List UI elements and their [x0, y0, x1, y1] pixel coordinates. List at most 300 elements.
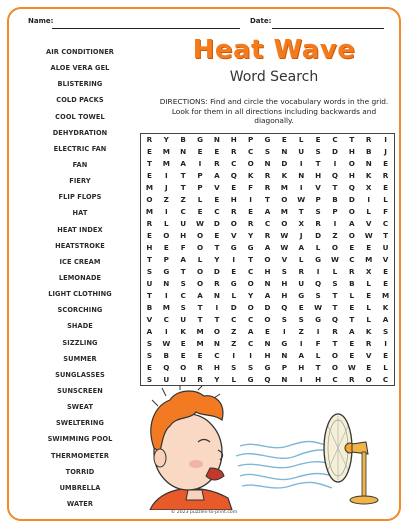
grid-letter[interactable]: C — [247, 266, 254, 276]
grid-letter[interactable]: E — [214, 231, 220, 241]
grid-letter[interactable]: D — [348, 195, 355, 205]
grid-letter[interactable]: L — [383, 195, 388, 205]
grid-letter[interactable]: T — [214, 243, 220, 253]
grid-letter[interactable]: J — [384, 147, 387, 157]
grid-letter[interactable]: L — [366, 302, 371, 312]
grid-letter[interactable]: E — [146, 231, 152, 241]
grid-letter[interactable]: T — [146, 159, 152, 169]
grid-letter[interactable]: R — [214, 159, 220, 169]
grid-letter[interactable]: L — [366, 314, 371, 324]
grid-letter[interactable]: E — [383, 350, 389, 360]
grid-letter[interactable]: O — [348, 231, 355, 241]
grid-letter[interactable]: Q — [264, 374, 271, 384]
grid-letter[interactable]: K — [365, 171, 372, 181]
grid-letter[interactable]: I — [164, 171, 168, 181]
grid-letter[interactable]: I — [232, 350, 236, 360]
grid-letter[interactable]: O — [348, 207, 355, 217]
grid-letter[interactable]: E — [366, 243, 372, 253]
grid-letter[interactable]: T — [315, 362, 321, 372]
grid-letter[interactable]: D — [230, 302, 237, 312]
grid-letter[interactable]: C — [382, 374, 389, 384]
grid-letter[interactable]: N — [365, 159, 372, 169]
grid-letter[interactable]: G — [315, 314, 322, 324]
grid-letter[interactable]: W — [280, 231, 289, 241]
grid-letter[interactable]: O — [247, 278, 254, 288]
grid-letter[interactable]: R — [197, 362, 203, 372]
grid-letter[interactable]: H — [264, 266, 271, 276]
grid-letter[interactable]: O — [348, 159, 355, 169]
grid-letter[interactable]: O — [196, 278, 204, 288]
grid-letter[interactable]: C — [231, 159, 237, 169]
grid-letter[interactable]: E — [383, 266, 389, 276]
grid-letter[interactable]: P — [247, 135, 254, 145]
grid-letter[interactable]: T — [180, 171, 186, 181]
grid-letter[interactable]: Q — [281, 302, 288, 312]
grid-letter[interactable]: T — [332, 183, 338, 193]
grid-letter[interactable]: N — [213, 290, 220, 300]
grid-letter[interactable]: S — [281, 266, 287, 276]
grid-letter[interactable]: M — [196, 338, 204, 348]
grid-letter[interactable]: I — [164, 326, 168, 336]
grid-letter[interactable]: K — [247, 171, 254, 181]
grid-letter[interactable]: H — [180, 231, 187, 241]
grid-letter[interactable]: S — [382, 326, 389, 336]
grid-letter[interactable]: E — [383, 183, 389, 193]
grid-letter[interactable]: N — [213, 338, 220, 348]
grid-letter[interactable]: K — [180, 326, 186, 336]
grid-letter[interactable]: N — [264, 278, 271, 288]
grid-letter[interactable]: N — [264, 338, 271, 348]
grid-letter[interactable]: P — [163, 254, 169, 264]
grid-letter[interactable]: W — [297, 195, 306, 205]
grid-letter[interactable]: Q — [348, 183, 355, 193]
grid-letter[interactable]: Q — [315, 278, 322, 288]
grid-letter[interactable]: I — [333, 159, 337, 169]
grid-letter[interactable]: T — [383, 231, 389, 241]
grid-letter[interactable]: L — [231, 374, 237, 384]
grid-letter[interactable]: T — [349, 314, 355, 324]
grid-letter[interactable]: B — [349, 278, 355, 288]
grid-letter[interactable]: L — [197, 254, 203, 264]
grid-letter[interactable]: S — [146, 338, 153, 348]
grid-letter[interactable]: N — [163, 278, 170, 288]
grid-letter[interactable]: T — [315, 159, 321, 169]
grid-letter[interactable]: O — [247, 159, 254, 169]
grid-letter[interactable]: W — [196, 219, 204, 229]
grid-letter[interactable]: M — [145, 183, 153, 193]
grid-letter[interactable]: E — [231, 266, 237, 276]
grid-letter[interactable]: J — [299, 231, 303, 241]
grid-letter[interactable]: G — [163, 266, 170, 276]
grid-letter[interactable]: W — [330, 254, 339, 264]
grid-letter[interactable]: D — [213, 219, 220, 229]
grid-letter[interactable]: E — [383, 278, 389, 288]
grid-letter[interactable]: H — [281, 278, 288, 288]
grid-letter[interactable]: R — [332, 326, 338, 336]
grid-letter[interactable]: T — [332, 290, 338, 300]
grid-letter[interactable]: O — [365, 374, 372, 384]
grid-letter[interactable]: E — [366, 290, 372, 300]
grid-letter[interactable]: U — [163, 374, 170, 384]
grid-letter[interactable]: B — [163, 350, 170, 360]
grid-letter[interactable]: T — [197, 302, 203, 312]
grid-letter[interactable]: S — [332, 278, 338, 288]
grid-letter[interactable]: P — [197, 183, 203, 193]
grid-letter[interactable]: N — [180, 147, 187, 157]
grid-letter[interactable]: S — [146, 350, 153, 360]
grid-letter[interactable]: V — [382, 254, 389, 264]
grid-letter[interactable]: W — [364, 231, 373, 241]
grid-letter[interactable]: H — [348, 171, 355, 181]
grid-letter[interactable]: A — [264, 207, 271, 217]
grid-letter[interactable]: V — [146, 314, 153, 324]
grid-letter[interactable]: E — [146, 171, 152, 181]
grid-letter[interactable]: N — [281, 147, 288, 157]
grid-letter[interactable]: D — [264, 302, 271, 312]
grid-letter[interactable]: E — [214, 147, 220, 157]
grid-letter[interactable]: C — [163, 314, 169, 324]
grid-letter[interactable]: W — [347, 362, 356, 372]
name-field-line[interactable] — [52, 28, 240, 29]
grid-letter[interactable]: K — [365, 326, 372, 336]
grid-letter[interactable]: E — [146, 362, 152, 372]
grid-letter[interactable]: P — [315, 195, 321, 205]
grid-letter[interactable]: O — [146, 195, 153, 205]
grid-letter[interactable]: O — [281, 195, 288, 205]
grid-letter[interactable]: H — [281, 290, 288, 300]
grid-letter[interactable]: A — [349, 326, 355, 336]
grid-letter[interactable]: O — [247, 302, 254, 312]
grid-letter[interactable]: R — [298, 266, 304, 276]
grid-letter[interactable]: F — [383, 207, 389, 217]
grid-letter[interactable]: Q — [331, 171, 339, 181]
grid-letter[interactable]: E — [231, 183, 237, 193]
grid-letter[interactable]: Z — [231, 326, 237, 336]
grid-letter[interactable]: U — [146, 278, 153, 288]
grid-letter[interactable]: I — [232, 254, 236, 264]
grid-letter[interactable]: R — [214, 278, 220, 288]
grid-letter[interactable]: C — [332, 135, 338, 145]
grid-letter[interactable]: O — [331, 362, 339, 372]
grid-letter[interactable]: E — [383, 159, 389, 169]
grid-letter[interactable]: A — [197, 290, 203, 300]
grid-letter[interactable]: R — [315, 219, 321, 229]
grid-letter[interactable]: M — [280, 183, 288, 193]
grid-letter[interactable]: N — [213, 135, 220, 145]
grid-letter[interactable]: I — [299, 183, 303, 193]
grid-letter[interactable]: H — [315, 374, 322, 384]
grid-letter[interactable]: I — [367, 195, 371, 205]
grid-letter[interactable]: O — [264, 254, 271, 264]
grid-letter[interactable]: S — [315, 147, 321, 157]
grid-letter[interactable]: R — [365, 338, 372, 348]
grid-letter[interactable]: A — [214, 171, 220, 181]
grid-letter[interactable]: F — [248, 183, 254, 193]
grid-letter[interactable]: J — [164, 183, 168, 193]
grid-letter[interactable]: O — [180, 362, 187, 372]
grid-letter[interactable]: I — [164, 290, 168, 300]
grid-letter[interactable]: I — [249, 195, 252, 205]
grid-letter[interactable]: E — [197, 350, 203, 360]
grid-letter[interactable]: R — [197, 374, 203, 384]
grid-letter[interactable]: E — [180, 350, 186, 360]
grid-letter[interactable]: G — [197, 135, 203, 145]
grid-letter[interactable]: C — [247, 147, 254, 157]
grid-letter[interactable]: M — [162, 302, 170, 312]
grid-letter[interactable]: T — [349, 135, 355, 145]
grid-letter[interactable]: I — [316, 326, 320, 336]
grid-letter[interactable]: R — [264, 231, 271, 241]
grid-letter[interactable]: C — [349, 254, 355, 264]
grid-letter[interactable]: M — [162, 147, 170, 157]
grid-letter[interactable]: H — [230, 135, 237, 145]
grid-letter[interactable]: Q — [163, 362, 170, 372]
grid-letter[interactable]: L — [383, 362, 388, 372]
grid-letter[interactable]: Y — [214, 374, 220, 384]
grid-letter[interactable]: W — [162, 338, 171, 348]
grid-letter[interactable]: A — [264, 243, 271, 253]
grid-letter[interactable]: I — [384, 338, 387, 348]
grid-letter[interactable]: E — [197, 207, 203, 217]
grid-letter[interactable]: H — [298, 362, 305, 372]
grid-letter[interactable]: D — [331, 147, 338, 157]
grid-letter[interactable]: H — [230, 195, 237, 205]
grid-letter[interactable]: O — [331, 243, 339, 253]
grid-letter[interactable]: Y — [248, 290, 254, 300]
grid-letter[interactable]: G — [298, 290, 305, 300]
grid-letter[interactable]: S — [146, 374, 153, 384]
grid-letter[interactable]: T — [180, 183, 186, 193]
grid-letter[interactable]: E — [349, 243, 355, 253]
grid-letter[interactable]: R — [230, 207, 237, 217]
grid-letter[interactable]: V — [230, 231, 237, 241]
grid-letter[interactable]: G — [264, 362, 271, 372]
grid-letter[interactable]: O — [213, 326, 220, 336]
grid-letter[interactable]: C — [332, 374, 338, 384]
grid-letter[interactable]: S — [281, 314, 287, 324]
grid-letter[interactable]: I — [283, 326, 286, 336]
grid-letter[interactable]: E — [298, 302, 304, 312]
grid-letter[interactable]: D — [213, 266, 220, 276]
grid-letter[interactable]: H — [315, 171, 322, 181]
grid-letter[interactable]: O — [196, 266, 204, 276]
grid-letter[interactable]: L — [315, 243, 321, 253]
grid-letter[interactable]: R — [382, 171, 389, 181]
grid-letter[interactable]: Y — [248, 231, 254, 241]
grid-letter[interactable]: Z — [231, 338, 237, 348]
grid-letter[interactable]: V — [365, 350, 372, 360]
grid-letter[interactable]: I — [384, 135, 387, 145]
grid-letter[interactable]: F — [315, 338, 321, 348]
grid-letter[interactable]: G — [315, 254, 322, 264]
grid-letter[interactable]: I — [299, 159, 303, 169]
grid-letter[interactable]: E — [349, 338, 355, 348]
grid-letter[interactable]: S — [298, 314, 304, 324]
grid-letter[interactable]: Z — [163, 195, 169, 205]
grid-letter[interactable]: G — [230, 278, 237, 288]
grid-letter[interactable]: T — [197, 314, 203, 324]
grid-letter[interactable]: V — [281, 254, 288, 264]
grid-letter[interactable]: H — [146, 243, 153, 253]
grid-letter[interactable]: R — [146, 219, 153, 229]
grid-letter[interactable]: C — [247, 314, 254, 324]
grid-letter[interactable]: L — [298, 135, 304, 145]
grid-letter[interactable]: C — [382, 219, 389, 229]
grid-letter[interactable]: U — [180, 374, 187, 384]
grid-letter[interactable]: R — [349, 266, 355, 276]
grid-letter[interactable]: S — [180, 278, 186, 288]
grid-letter[interactable]: R — [264, 171, 271, 181]
grid-letter[interactable]: T — [332, 302, 338, 312]
grid-letter[interactable]: M — [145, 207, 153, 217]
grid-letter[interactable]: S — [315, 207, 321, 217]
grid-letter[interactable]: M — [162, 159, 170, 169]
grid-letter[interactable]: I — [333, 219, 337, 229]
grid-letter[interactable]: A — [298, 350, 305, 360]
grid-letter[interactable]: L — [298, 254, 304, 264]
grid-letter[interactable]: I — [215, 302, 219, 312]
grid-letter[interactable]: D — [315, 231, 322, 241]
grid-letter[interactable]: E — [349, 302, 355, 312]
grid-letter[interactable]: B — [180, 135, 186, 145]
grid-letter[interactable]: I — [198, 159, 202, 169]
grid-letter[interactable]: O — [163, 231, 170, 241]
grid-letter[interactable]: L — [163, 219, 169, 229]
grid-letter[interactable]: C — [247, 338, 254, 348]
grid-letter[interactable]: L — [197, 195, 203, 205]
grid-letter[interactable]: U — [382, 243, 389, 253]
grid-letter[interactable]: H — [348, 147, 355, 157]
grid-letter[interactable]: S — [146, 266, 153, 276]
grid-letter[interactable]: X — [298, 219, 304, 229]
grid-letter[interactable]: E — [265, 326, 270, 336]
grid-letter[interactable]: A — [264, 290, 271, 300]
grid-letter[interactable]: E — [366, 362, 372, 372]
grid-letter[interactable]: I — [299, 338, 303, 348]
grid-letter[interactable]: W — [314, 302, 323, 312]
grid-letter[interactable]: P — [197, 171, 203, 181]
grid-letter[interactable]: E — [180, 338, 186, 348]
grid-letter[interactable]: V — [365, 219, 372, 229]
grid-letter[interactable]: U — [180, 219, 187, 229]
grid-letter[interactable]: Y — [163, 135, 169, 145]
grid-letter[interactable]: I — [316, 266, 320, 276]
grid-letter[interactable]: A — [146, 326, 153, 336]
grid-letter[interactable]: O — [196, 243, 204, 253]
grid-letter[interactable]: T — [146, 290, 152, 300]
grid-letter[interactable]: E — [315, 135, 321, 145]
grid-letter[interactable]: N — [281, 374, 288, 384]
grid-letter[interactable]: R — [247, 219, 254, 229]
grid-letter[interactable]: V — [214, 183, 220, 193]
grid-letter[interactable]: T — [214, 314, 220, 324]
grid-letter[interactable]: O — [196, 231, 204, 241]
grid-letter[interactable]: L — [231, 290, 237, 300]
word-search-grid[interactable] — [140, 133, 395, 386]
grid-letter[interactable]: A — [349, 219, 355, 229]
grid-letter[interactable]: U — [298, 147, 305, 157]
grid-letter[interactable]: E — [197, 147, 203, 157]
grid-letter[interactable]: X — [365, 266, 372, 276]
grid-letter[interactable]: L — [315, 350, 321, 360]
grid-letter[interactable]: O — [264, 314, 271, 324]
grid-letter[interactable]: Q — [230, 171, 237, 181]
grid-letter[interactable]: B — [365, 147, 372, 157]
grid-letter[interactable]: K — [281, 171, 288, 181]
grid-letter[interactable]: A — [247, 326, 254, 336]
grid-letter[interactable]: C — [231, 314, 237, 324]
grid-letter[interactable]: V — [315, 183, 321, 193]
grid-letter[interactable]: E — [214, 195, 220, 205]
grid-letter[interactable]: I — [299, 374, 303, 384]
grid-letter[interactable]: U — [180, 314, 187, 324]
grid-letter[interactable]: R — [146, 135, 153, 145]
grid-letter[interactable]: S — [248, 362, 254, 372]
grid-letter[interactable]: M — [381, 290, 390, 300]
grid-letter[interactable]: A — [382, 314, 389, 324]
grid-letter[interactable]: C — [264, 219, 271, 229]
grid-letter[interactable]: I — [249, 350, 252, 360]
grid-letter[interactable]: O — [230, 219, 237, 229]
grid-letter[interactable]: G — [247, 243, 254, 253]
grid-letter[interactable]: O — [331, 350, 339, 360]
grid-letter[interactable]: G — [264, 135, 271, 145]
grid-letter[interactable]: M — [196, 326, 204, 336]
grid-letter[interactable]: C — [180, 207, 186, 217]
grid-letter[interactable]: C — [214, 350, 220, 360]
grid-letter[interactable]: E — [281, 135, 287, 145]
grid-letter[interactable]: X — [365, 183, 372, 193]
grid-letter[interactable]: M — [280, 207, 288, 217]
grid-letter[interactable]: Z — [180, 195, 186, 205]
grid-letter[interactable]: G — [247, 374, 254, 384]
grid-letter[interactable]: Z — [332, 231, 338, 241]
grid-letter[interactable]: E — [146, 147, 152, 157]
grid-letter[interactable]: C — [180, 290, 186, 300]
grid-letter[interactable]: Y — [214, 254, 220, 264]
grid-letter[interactable]: T — [332, 338, 338, 348]
grid-letter[interactable]: L — [332, 266, 338, 276]
grid-letter[interactable]: B — [146, 302, 153, 312]
grid-letter[interactable]: D — [281, 159, 288, 169]
grid-letter[interactable]: R — [349, 374, 355, 384]
grid-letter[interactable]: U — [298, 278, 305, 288]
grid-letter[interactable]: L — [366, 278, 371, 288]
date-field-line[interactable] — [272, 28, 384, 29]
grid-letter[interactable]: E — [248, 207, 254, 217]
grid-letter[interactable]: L — [366, 207, 371, 217]
grid-letter[interactable]: T — [146, 254, 152, 264]
grid-letter[interactable]: B — [332, 195, 338, 205]
grid-letter[interactable]: P — [332, 207, 338, 217]
grid-letter[interactable]: H — [264, 350, 271, 360]
grid-letter[interactable]: T — [298, 207, 304, 217]
grid-letter[interactable]: S — [264, 147, 271, 157]
grid-letter[interactable]: N — [264, 159, 271, 169]
grid-letter[interactable]: I — [164, 207, 168, 217]
grid-letter[interactable]: Q — [331, 314, 339, 324]
grid-letter[interactable]: R — [230, 147, 237, 157]
grid-letter[interactable]: L — [349, 290, 355, 300]
grid-letter[interactable]: F — [180, 243, 186, 253]
grid-letter[interactable]: E — [349, 350, 355, 360]
grid-letter[interactable]: A — [180, 254, 186, 264]
grid-letter[interactable]: W — [280, 243, 289, 253]
grid-letter[interactable]: S — [180, 302, 186, 312]
grid-letter[interactable]: E — [163, 243, 169, 253]
grid-letter[interactable]: K — [382, 302, 389, 312]
grid-letter[interactable]: H — [213, 362, 220, 372]
